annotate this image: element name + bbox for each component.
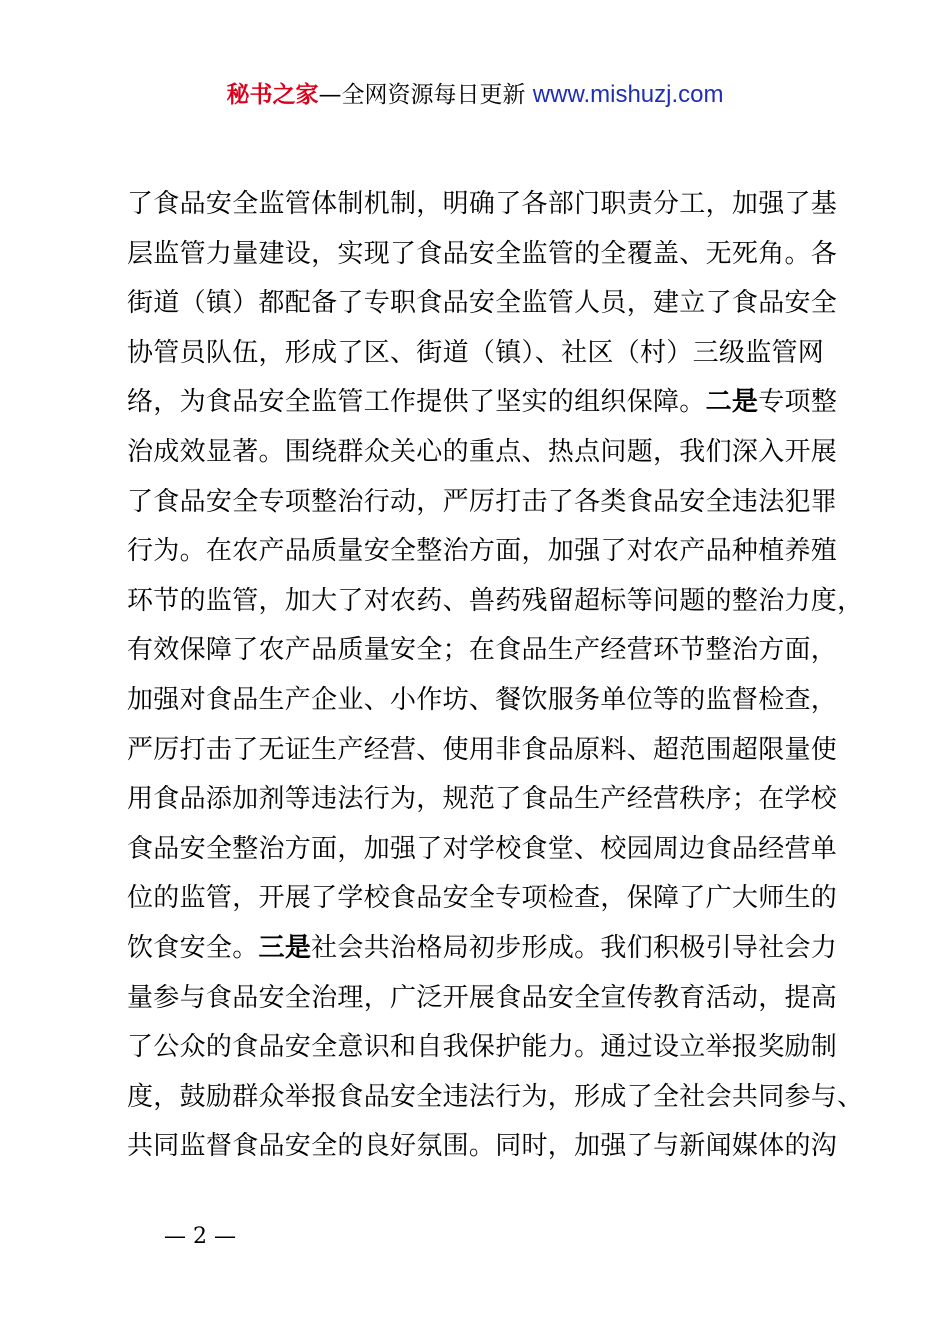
text-line: 位的监管，开展了学校食品安全专项检查，保障了广大师生的 [127,883,838,914]
text-line: 有效保障了农产品质量安全；在食品生产经营环节整治方面， [127,635,838,666]
header-tagline: —全网资源每日更新 [318,82,533,108]
text-segment: 络，为食品安全监管工作提供了坚实的组织保障。 [127,387,706,418]
text-segment: 社会共治格局初步形成。我们积极引导社会力 [311,932,838,963]
text-line: 严厉打击了无证生产经营、使用非食品原料、超范围超限量使 [127,734,838,765]
text-line: 行为。在农产品质量安全整治方面，加强了对农产品种植养殖 [127,536,838,567]
text-segment: 专项整 [758,387,838,418]
text-line: 了公众的食品安全意识和自我保护能力。通过设立举报奖励制 [127,1032,838,1063]
brand-name: 秘书之家 [226,82,319,108]
site-header [0,78,950,112]
text-line: 层监管力量建设，实现了食品安全监管的全覆盖、无死角。各 [127,238,838,269]
text-line: 量参与食品安全治理，广泛开展食品安全宣传教育活动，提高 [127,982,838,1013]
text-line: 街道（镇）都配备了专职食品安全监管人员，建立了食品安全 [127,288,838,319]
text-segment: 饮食安全。 [127,932,259,963]
site-url-link[interactable]: www.mishuzj.com [532,81,724,108]
text-line: 协管员队伍，形成了区、街道（镇）、社区（村）三级监管网 [127,337,825,368]
text-line [127,924,847,974]
document-body [127,180,864,1172]
text-line: 用食品添加剂等违法行为，规范了食品生产经营秩序；在学校 [127,784,838,815]
text-line: 加强对食品生产企业、小作坊、餐饮服务单位等的监督检查， [127,684,838,715]
text-line: 环节的监管，加大了对农药、兽药残留超标等问题的整治力度， [127,585,864,616]
bold-marker-two: 二是 [705,387,759,418]
text-line: 治成效显著。围绕群众关心的重点、热点问题，我们深入开展 [127,436,838,467]
text-line: 食品安全整治方面，加强了对学校食堂、校园周边食品经营单 [127,833,838,864]
text-line: 了食品安全专项整治行动，严厉打击了各类食品安全违法犯罪 [127,486,838,517]
text-line: 共同监督食品安全的良好氛围。同时，加强了与新闻媒体的沟 [127,1131,838,1162]
text-line: 度，鼓励群众举报食品安全违法行为，形成了全社会共同参与、 [127,1081,864,1112]
page-number: — 2 — [164,1224,236,1249]
text-line: 了食品安全监管体制机制，明确了各部门职责分工，加强了基 [127,189,838,219]
bold-marker-three: 三是 [258,932,312,963]
text-line [127,378,847,428]
